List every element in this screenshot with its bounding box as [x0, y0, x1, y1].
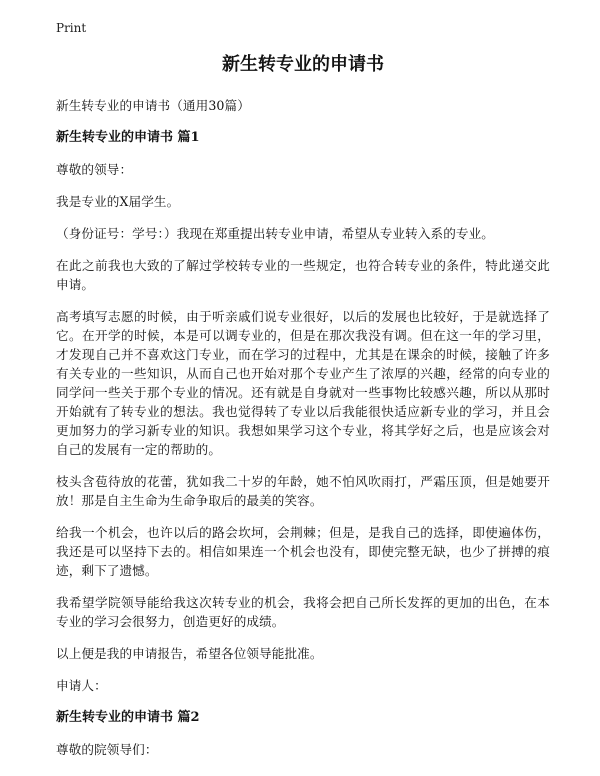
- paragraph: 枝头含苞待放的花蕾，犹如我二十岁的年龄，她不怕风吹雨打，严霜压顶，但是她要开放！那是自主生命为生命争取后的最美的笑容。: [56, 474, 550, 508]
- document-subtitle: 新生转专业的申请书（通用30篇）: [56, 98, 250, 113]
- document-body: [56, 48, 550, 772]
- section-heading-1: 新生转专业的申请书 篇1: [56, 130, 200, 145]
- paragraph: 高考填写志愿的时候，由于听亲戚们说专业很好，以后的发展也比较好，于是就选择了它。在开学的时候，本是可以调专业的，但是在那次我没有调。但在这一年的学习里，才发现自己并不喜欢这门专业，而在学习的过程中，尤其是在课余的时候，接触了许多有关专业的一些知识，从而自己也开始对那个专业产生了浓厚的兴趣，经常的向专业的同学问一些关于那个专业的情况。还有就是自身就对一些事物比较感兴趣，所以从那时开始就有了转专业的想法。我也觉得转了专业以后我能很快适应新专业的学习，并且会更加努力的学习新专业的知识。我想如果学习这个专业，将其学好之后，也是应该会对自己的发展有一定的帮助的。: [56, 309, 550, 457]
- document-title: 新生转专业的申请书: [222, 54, 384, 75]
- paragraph: 以上便是我的申请报告，希望各位领导能批准。: [56, 646, 323, 661]
- print-link[interactable]: Print: [56, 21, 87, 35]
- section-heading-2: 新生转专业的申请书 篇2: [56, 710, 200, 725]
- paragraph: 给我一个机会，也许以后的路会坎坷，会荆棘；但是，是我自己的选择，即使遍体伤，我还是可以坚持下去的。相信如果连一个机会也没有，即使完整无缺，也少了拼搏的痕迹，剩下了遗憾。: [56, 525, 550, 578]
- paragraph: 在此之前我也大致的了解过学校转专业的一些规定，也符合转专业的条件，特此递交此申请。: [56, 258, 550, 292]
- paragraph: 我是专业的X届学生。: [56, 194, 180, 209]
- signature-line: 申请人：: [56, 678, 107, 693]
- greeting-1: 尊敬的领导：: [56, 162, 133, 177]
- paragraph: 我希望学院领导能给我这次转专业的机会，我将会把自己所长发挥的更加的出色，在本专业的学习会很努力，创造更好的成绩。: [56, 595, 550, 629]
- paragraph: （身份证号：学号：）我现在郑重提出转专业申请，希望从专业转入系的专业。: [56, 226, 494, 241]
- greeting-2: 尊敬的院领导们：: [56, 742, 158, 757]
